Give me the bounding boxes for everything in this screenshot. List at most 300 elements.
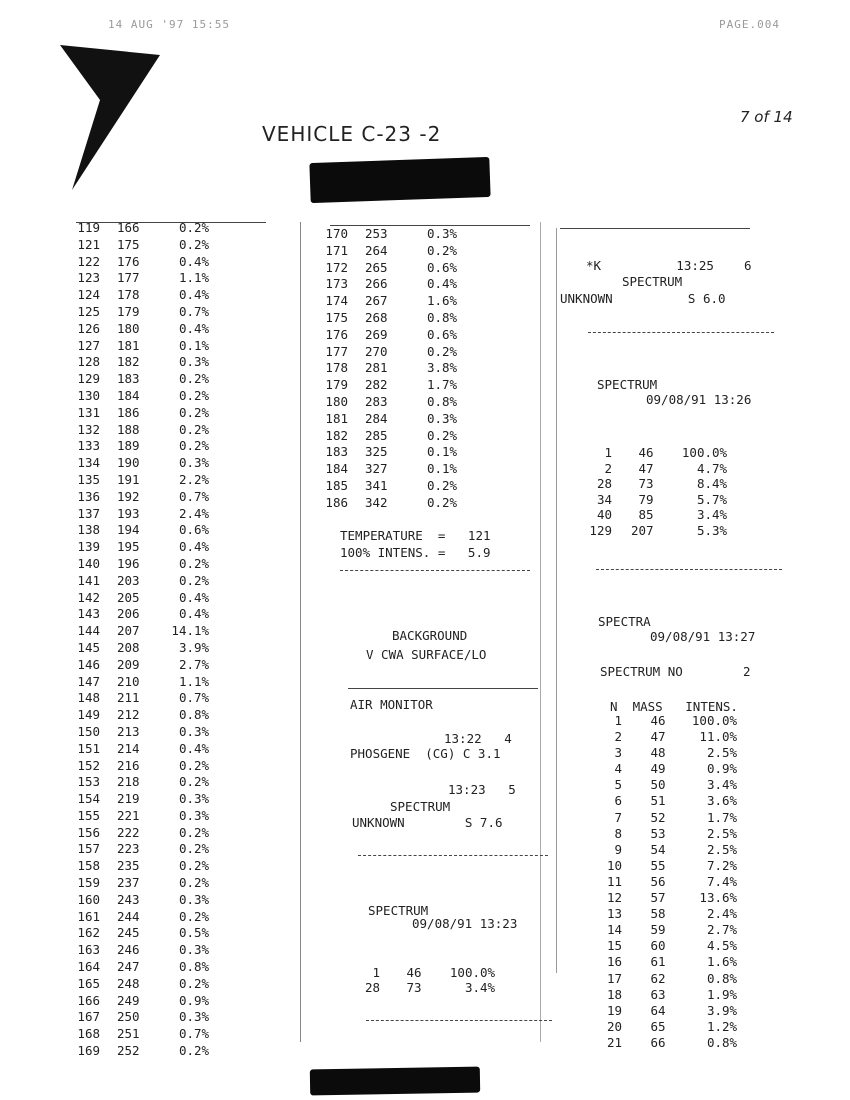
- row-index: 171: [325, 242, 348, 258]
- row-mass: 73: [406, 980, 422, 995]
- divider: [348, 688, 538, 689]
- mini-spectrum-table: [356, 965, 503, 995]
- unknown-line: UNKNOWN S 7.6: [352, 815, 503, 830]
- row-intensity: 7.2%: [706, 857, 738, 873]
- row-index: 119: [77, 220, 100, 235]
- row-mass: 211: [116, 690, 140, 706]
- spectrum-label: SPECTRUM: [597, 377, 658, 392]
- row-intensity: 100.0%: [681, 445, 728, 460]
- row-mass: 325: [364, 444, 388, 460]
- table-row: [72, 388, 282, 405]
- row-mass: 265: [364, 259, 388, 275]
- row-intensity: 0.2%: [426, 427, 458, 443]
- row-mass: 245: [116, 925, 140, 941]
- printout-column-2-rows: [320, 226, 520, 512]
- row-index: 170: [325, 226, 348, 241]
- row-mass: 209: [116, 656, 140, 672]
- row-mass: 190: [116, 455, 140, 471]
- row-intensity: 1.7%: [426, 377, 458, 393]
- redaction-bar-top: [309, 157, 490, 203]
- row-index: 15: [606, 938, 622, 954]
- row-intensity: 0.1%: [426, 444, 458, 460]
- row-intensity: 0.2%: [178, 1043, 210, 1059]
- row-index: 1: [614, 713, 622, 728]
- row-index: 153: [77, 774, 100, 790]
- row-mass: 212: [116, 707, 140, 723]
- row-mass: 191: [116, 471, 140, 487]
- row-intensity: 0.2%: [178, 404, 210, 420]
- row-mass: 63: [650, 986, 666, 1002]
- row-intensity: 13.6%: [699, 890, 738, 906]
- row-mass: 207: [630, 522, 654, 538]
- row-index: 185: [325, 477, 348, 493]
- row-mass: 58: [650, 906, 666, 922]
- table-row: [72, 220, 282, 237]
- row-index: 131: [77, 404, 100, 420]
- row-index: 7: [614, 809, 622, 825]
- table-row: [588, 461, 735, 477]
- row-intensity: 3.6%: [706, 793, 738, 809]
- table-row: [72, 724, 282, 741]
- table-row: [72, 841, 282, 858]
- row-intensity: 0.2%: [426, 494, 458, 510]
- divider: [366, 1020, 552, 1021]
- table-row: [72, 506, 282, 523]
- row-mass: 218: [116, 774, 140, 790]
- divider: [340, 570, 530, 571]
- row-index: 157: [77, 841, 100, 857]
- row-mass: 267: [364, 293, 388, 309]
- row-mass: 235: [116, 858, 140, 874]
- table-row: [588, 476, 735, 492]
- spectrum-table-b: [588, 445, 735, 538]
- row-index: 8: [614, 825, 622, 841]
- row-intensity: 100.0%: [691, 713, 738, 728]
- row-mass: 222: [116, 824, 140, 840]
- intens-line: 100% INTENS. = 5.9: [340, 545, 491, 560]
- table-row: [72, 1043, 282, 1060]
- table-row: [72, 354, 282, 371]
- row-intensity: 0.3%: [178, 942, 210, 958]
- row-intensity: 5.3%: [696, 522, 728, 538]
- row-intensity: 3.8%: [426, 360, 458, 376]
- row-index: 17: [606, 970, 622, 986]
- table-row: [72, 825, 282, 842]
- row-intensity: 0.9%: [706, 761, 738, 777]
- row-mass: 85: [638, 507, 654, 522]
- row-intensity: 0.4%: [178, 740, 210, 756]
- row-mass: 270: [364, 343, 388, 359]
- unknown-line: UNKNOWN S 6.0: [560, 291, 726, 306]
- row-index: 134: [77, 455, 100, 471]
- spectrum-no-line: SPECTRUM NO 2: [600, 664, 751, 679]
- table-row: [320, 377, 520, 394]
- row-index: 40: [596, 507, 612, 522]
- row-mass: 253: [364, 226, 388, 241]
- row-index: 140: [77, 555, 100, 571]
- row-mass: 342: [364, 494, 388, 510]
- row-index: 181: [325, 410, 348, 426]
- row-mass: 269: [364, 326, 388, 342]
- row-index: 121: [77, 236, 100, 252]
- table-row: [72, 573, 282, 590]
- row-mass: 51: [650, 793, 666, 809]
- table-row: [72, 422, 282, 439]
- row-mass: 177: [116, 270, 140, 286]
- table-row: [72, 892, 282, 909]
- table-row: [72, 875, 282, 892]
- row-intensity: 0.8%: [426, 309, 458, 325]
- table-row: [72, 1026, 282, 1043]
- table-row: [320, 310, 520, 327]
- table-row: [320, 444, 520, 461]
- row-mass: 179: [116, 303, 140, 319]
- table-row: [600, 745, 745, 761]
- row-intensity: 0.2%: [178, 824, 210, 840]
- row-index: 165: [77, 975, 100, 991]
- row-index: 128: [77, 354, 100, 370]
- table-row: [72, 287, 282, 304]
- row-index: 148: [77, 690, 100, 706]
- row-index: 173: [325, 276, 348, 292]
- row-index: 142: [77, 589, 100, 605]
- row-index: 28: [364, 980, 380, 995]
- row-index: 152: [77, 757, 100, 773]
- row-index: 176: [325, 326, 348, 342]
- row-mass: 184: [116, 387, 140, 403]
- spectrum-table-c: [600, 713, 745, 1051]
- table-row: [72, 1009, 282, 1026]
- table-row: [72, 674, 282, 691]
- row-index: 158: [77, 858, 100, 874]
- row-mass: 47: [638, 460, 654, 476]
- table-row: [600, 890, 745, 906]
- row-mass: 73: [638, 476, 654, 491]
- row-intensity: 0.2%: [178, 875, 210, 891]
- row-intensity: 0.9%: [178, 992, 210, 1008]
- row-index: 6: [614, 793, 622, 809]
- row-index: 137: [77, 505, 100, 521]
- row-intensity: 0.6%: [426, 326, 458, 342]
- divider: [588, 332, 774, 333]
- row-intensity: 0.1%: [426, 461, 458, 477]
- row-index: 14: [606, 922, 622, 938]
- row-intensity: 0.5%: [178, 925, 210, 941]
- row-index: 11: [606, 873, 622, 889]
- row-index: 178: [325, 360, 348, 376]
- row-index: 133: [77, 438, 100, 454]
- row-intensity: 0.2%: [178, 438, 210, 454]
- row-index: 13: [606, 906, 622, 922]
- row-index: 127: [77, 337, 100, 353]
- row-index: 5: [614, 777, 622, 793]
- row-mass: 50: [650, 777, 666, 793]
- row-index: 129: [77, 371, 100, 387]
- row-intensity: 2.5%: [706, 825, 738, 841]
- header-mass: MASS: [632, 699, 663, 714]
- row-index: 1: [372, 965, 380, 980]
- row-intensity: 7.4%: [706, 873, 738, 889]
- row-intensity: 1.6%: [706, 954, 738, 970]
- table-row: [600, 954, 745, 970]
- table-row: [320, 428, 520, 445]
- row-intensity: 0.4%: [178, 253, 210, 269]
- row-index: 126: [77, 320, 100, 336]
- row-intensity: 0.2%: [178, 572, 210, 588]
- spectra-date: 09/08/91 13:27: [650, 629, 756, 644]
- row-intensity: 5.7%: [696, 491, 728, 507]
- row-intensity: 14.1%: [171, 623, 210, 639]
- table-row: [600, 971, 745, 987]
- row-mass: 327: [364, 461, 388, 477]
- table-row: [588, 507, 735, 523]
- row-index: 12: [606, 890, 622, 906]
- row-intensity: 3.4%: [706, 777, 738, 793]
- table-row: [72, 623, 282, 640]
- row-index: 10: [606, 857, 622, 873]
- row-mass: 66: [650, 1034, 666, 1050]
- row-mass: 54: [650, 841, 666, 857]
- table-row: [72, 976, 282, 993]
- table-row: [72, 489, 282, 506]
- row-intensity: 1.7%: [706, 809, 738, 825]
- col3-tape-edge: [556, 228, 557, 973]
- row-index: 138: [77, 522, 100, 538]
- row-index: 168: [77, 1026, 100, 1042]
- row-index: 4: [614, 761, 622, 777]
- table-row: [72, 254, 282, 271]
- fax-header-page: PAGE.004: [719, 18, 780, 31]
- row-intensity: 0.2%: [178, 236, 210, 252]
- row-mass: 243: [116, 891, 140, 907]
- row-intensity: 0.2%: [426, 343, 458, 359]
- row-intensity: 4.5%: [706, 938, 738, 954]
- table-row: [320, 360, 520, 377]
- row-intensity: 0.2%: [178, 421, 210, 437]
- row-mass: 61: [650, 954, 666, 970]
- phosgene-line: PHOSGENE (CG) C 3.1: [350, 746, 501, 761]
- row-mass: 282: [364, 377, 388, 393]
- table-row: [600, 1035, 745, 1051]
- row-index: 3: [614, 745, 622, 761]
- row-intensity: 100.0%: [449, 965, 496, 980]
- row-mass: 207: [116, 623, 140, 639]
- row-intensity: 0.3%: [178, 791, 210, 807]
- row-mass: 194: [116, 522, 140, 538]
- row-index: 2: [614, 729, 622, 745]
- row-mass: 281: [364, 360, 388, 376]
- table-row: [72, 472, 282, 489]
- row-intensity: 0.2%: [426, 242, 458, 258]
- table-row: [72, 707, 282, 724]
- row-intensity: 0.4%: [178, 320, 210, 336]
- table-row: [600, 922, 745, 938]
- table-row: [600, 761, 745, 777]
- row-mass: 247: [116, 959, 140, 975]
- row-index: 21: [606, 1034, 622, 1050]
- row-mass: 283: [364, 393, 388, 409]
- table-row: [72, 590, 282, 607]
- row-mass: 249: [116, 992, 140, 1008]
- row-index: 146: [77, 656, 100, 672]
- col2-tape-edge: [300, 222, 301, 1042]
- table-row: [72, 304, 282, 321]
- row-intensity: 3.9%: [178, 639, 210, 655]
- row-mass: 266: [364, 276, 388, 292]
- row-index: 16: [606, 954, 622, 970]
- row-index: 154: [77, 791, 100, 807]
- table-row: [72, 909, 282, 926]
- row-mass: 196: [116, 555, 140, 571]
- row-mass: 221: [116, 807, 140, 823]
- row-index: 130: [77, 387, 100, 403]
- page-note: 7 of 14: [740, 108, 793, 126]
- col3-top-rule: [560, 228, 750, 229]
- row-intensity: 0.4%: [178, 589, 210, 605]
- row-index: 18: [606, 986, 622, 1002]
- row-intensity: 0.3%: [178, 354, 210, 370]
- row-index: 122: [77, 253, 100, 269]
- row-index: 161: [77, 908, 100, 924]
- row-intensity: 0.2%: [178, 975, 210, 991]
- header-n: N: [610, 699, 618, 714]
- table-row: [72, 993, 282, 1010]
- row-intensity: 0.4%: [178, 606, 210, 622]
- table-row: [320, 394, 520, 411]
- table-row: [600, 826, 745, 842]
- row-index: 183: [325, 444, 348, 460]
- row-intensity: 0.6%: [178, 522, 210, 538]
- table-row: [72, 858, 282, 875]
- k-line: *K 13:25 6: [586, 258, 752, 273]
- table-row: [600, 874, 745, 890]
- row-intensity: 1.2%: [706, 1018, 738, 1034]
- divider: [596, 569, 782, 570]
- row-intensity: 0.3%: [178, 1009, 210, 1025]
- table-row: [600, 1019, 745, 1035]
- row-index: 141: [77, 572, 100, 588]
- row-index: 34: [596, 491, 612, 507]
- table-row: [72, 455, 282, 472]
- table-row: [72, 371, 282, 388]
- fax-artifact-mark: [60, 45, 170, 195]
- table-row: [320, 276, 520, 293]
- row-intensity: 1.9%: [706, 986, 738, 1002]
- time-line-2: 13:23 5: [448, 782, 516, 797]
- row-mass: 49: [650, 761, 666, 777]
- row-intensity: 1.1%: [178, 673, 210, 689]
- table-row: [72, 925, 282, 942]
- row-mass: 57: [650, 890, 666, 906]
- table-row: [72, 405, 282, 422]
- header-intens: INTENS.: [685, 699, 738, 714]
- row-mass: 48: [650, 745, 666, 761]
- row-index: 177: [325, 343, 348, 359]
- row-intensity: 0.2%: [178, 774, 210, 790]
- row-index: 19: [606, 1002, 622, 1018]
- row-intensity: 2.2%: [178, 471, 210, 487]
- row-index: 169: [77, 1043, 100, 1059]
- vehicle-title: VEHICLE C-23 -2: [262, 122, 442, 146]
- row-index: 124: [77, 287, 100, 303]
- row-intensity: 0.3%: [178, 807, 210, 823]
- cwa-surface-label: V CWA SURFACE/LO: [366, 647, 487, 662]
- table-row: [600, 713, 745, 729]
- table-row: [72, 942, 282, 959]
- time-line-1: 13:22 4: [444, 731, 512, 746]
- spectrum-label: SPECTRUM: [390, 799, 451, 814]
- table-row: [72, 556, 282, 573]
- row-mass: 46: [406, 965, 422, 980]
- row-intensity: 0.8%: [178, 959, 210, 975]
- row-intensity: 0.7%: [178, 488, 210, 504]
- row-index: 186: [325, 494, 348, 510]
- row-mass: 213: [116, 723, 140, 739]
- table-row: [588, 445, 735, 461]
- row-mass: 178: [116, 287, 140, 303]
- row-mass: 46: [650, 713, 666, 728]
- row-mass: 252: [116, 1043, 140, 1059]
- row-index: 174: [325, 293, 348, 309]
- row-index: 163: [77, 942, 100, 958]
- row-mass: 246: [116, 942, 140, 958]
- row-index: 151: [77, 740, 100, 756]
- row-intensity: 8.4%: [696, 476, 728, 491]
- row-mass: 52: [650, 809, 666, 825]
- row-mass: 64: [650, 1002, 666, 1018]
- row-mass: 166: [116, 220, 140, 235]
- row-mass: 264: [364, 242, 388, 258]
- row-index: 160: [77, 891, 100, 907]
- table-row: [356, 965, 503, 980]
- table-row: [320, 495, 520, 512]
- row-mass: 189: [116, 438, 140, 454]
- row-mass: 203: [116, 572, 140, 588]
- row-mass: 62: [650, 970, 666, 986]
- spectrum-label: SPECTRUM: [368, 903, 429, 918]
- row-index: 143: [77, 606, 100, 622]
- row-intensity: 0.6%: [426, 259, 458, 275]
- row-mass: 186: [116, 404, 140, 420]
- table-row: [72, 270, 282, 287]
- row-intensity: 0.2%: [178, 555, 210, 571]
- row-mass: 53: [650, 825, 666, 841]
- table-row: [600, 842, 745, 858]
- table-row: [72, 237, 282, 254]
- row-index: 145: [77, 639, 100, 655]
- table-row: [600, 777, 745, 793]
- row-intensity: 0.3%: [426, 226, 458, 241]
- spectrum-date: 09/08/91 13:26: [646, 392, 752, 407]
- row-mass: 248: [116, 975, 140, 991]
- row-intensity: 2.4%: [706, 906, 738, 922]
- row-mass: 79: [638, 491, 654, 507]
- row-intensity: 0.8%: [706, 1034, 738, 1050]
- table-row: [600, 810, 745, 826]
- col2-tape-edge-right: [540, 222, 541, 1042]
- row-intensity: 0.7%: [178, 1026, 210, 1042]
- table-row: [320, 260, 520, 277]
- row-mass: 175: [116, 236, 140, 252]
- table-row: [72, 657, 282, 674]
- table-row: [72, 741, 282, 758]
- row-index: 182: [325, 427, 348, 443]
- row-mass: 206: [116, 606, 140, 622]
- table-row: [320, 243, 520, 260]
- row-index: 179: [325, 377, 348, 393]
- row-mass: 205: [116, 589, 140, 605]
- row-mass: 216: [116, 757, 140, 773]
